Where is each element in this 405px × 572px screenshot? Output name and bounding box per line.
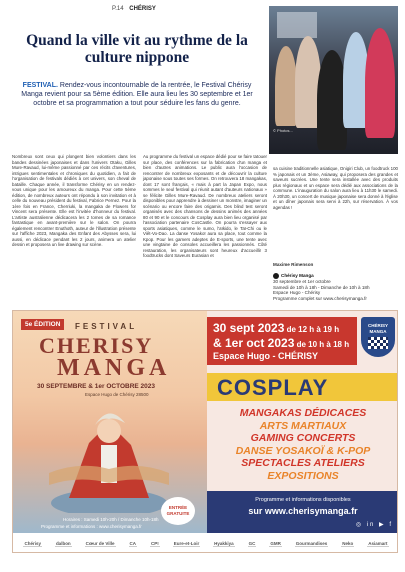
author-signature: Maxime Rimenson	[273, 262, 314, 267]
poster-title-line-2: MANGA	[57, 355, 171, 381]
sponsor-logo: CP!	[150, 540, 159, 546]
info-line: Espace Hugo - Chérisy	[273, 290, 321, 296]
sponsor-logo: CA	[129, 540, 137, 546]
page-number: P.14	[112, 6, 124, 12]
cosplay-banner	[207, 373, 398, 401]
festival-logo	[361, 317, 395, 357]
poster-info-panel	[207, 311, 398, 533]
date-line-2: & 1er oct 2023	[213, 336, 295, 350]
free-entry-badge: ENTRÉE GRATUITE	[161, 497, 195, 525]
activities-list	[207, 407, 398, 482]
sponsor-logo: GC	[248, 540, 256, 546]
activity-line: EXPOSITIONS	[267, 469, 339, 482]
article-lede	[14, 81, 260, 108]
photo-figure	[275, 46, 297, 126]
sponsor-logo: Chérisy	[24, 540, 41, 546]
info-line: 30 septembre et 1er octobre	[273, 278, 331, 284]
section-name: CHÉRISY	[129, 6, 156, 12]
logo-line-2: MANGA	[369, 329, 387, 334]
poster-dates: 30 SEPTEMBRE & 1er OCTOBRE 2023	[37, 383, 156, 390]
sponsor-logo: GMR	[270, 540, 281, 546]
paragraph: sa cuisine traditionnelle asiatique, Onigiri Club, un foodtruck 100 % japonais et un 3ème, Asiaway, qui proposera des grandes et saveurs sucrées. Une tente sera installée avec des produits plus régionaux et un espace sera dédié aux associations de la commune. L'inauguration du salon aura lieu à 11h30 le samedi. À 20h30, un concert de musique japonaise sera donné à l'église et un dîner japonais sera servi à 22h, sur réservation. À vos agendas !	[273, 166, 398, 210]
location-pin-icon	[273, 273, 279, 279]
logo-line-1: CHÉRISY	[367, 323, 388, 328]
activity-line: SPECTACLES ATELIERS	[241, 457, 365, 469]
article-headline: Quand la ville vit au rythme de la culture nippone	[26, 32, 248, 66]
article-column-1	[12, 154, 136, 250]
info-line: Programme complet sur www.cherisymanga.fr	[273, 296, 367, 302]
program-url[interactable]: sur www.cherisymanga.fr	[248, 506, 358, 516]
program-banner	[207, 491, 398, 533]
sponsor-logo: Hyakkiya	[214, 540, 234, 546]
sponsor-logo: dalbon	[55, 540, 71, 546]
info-line: Samedi de 10h à 18h - Dimanche de 10h à 18h	[273, 284, 370, 290]
poster-program-line: Programme et informations : www.cherisymanga.fr	[41, 524, 142, 529]
poster-artwork	[13, 311, 207, 533]
activity-line: GAMING CONCERTS	[250, 432, 356, 444]
sponsor-logo: Neko	[342, 540, 354, 546]
activity-line: ARTS MARTIAUX	[259, 419, 347, 432]
date-line-1: 30 sept 2023	[213, 321, 285, 335]
cosplay-photo	[269, 6, 398, 154]
venue-line: Espace Hugo - CHÉRISY	[213, 351, 319, 361]
poster-place: Espace Hugo de Chérisy 28500	[85, 392, 149, 397]
sponsor-logo: Eure-et-Loir	[173, 540, 200, 546]
manga-hero-illustration	[49, 403, 169, 513]
checkered-shield-icon	[368, 337, 388, 349]
activity-line: MANGAKAS DÉDICACES	[239, 407, 367, 419]
sponsor-logo: Asiamart	[368, 540, 388, 546]
photo-sign	[277, 12, 317, 38]
date-band	[207, 317, 357, 365]
sponsor-logo: Gourmandises	[295, 540, 328, 546]
poster-festival-word: FESTIVAL	[75, 322, 138, 331]
cosplay-heading: COSPLAY	[217, 375, 329, 400]
date-line-1-hours: de 12 h à 19 h	[284, 325, 340, 334]
sponsor-logo: Cœur de Ville	[85, 540, 115, 546]
social-icons: ◎ in ▶ f	[355, 522, 393, 528]
program-line: Programme et informations disponibles	[255, 497, 351, 503]
article-column-2	[143, 154, 267, 261]
paragraph: Nombreux sont ceux qui plongent bien volontiers dans les bandes dessinées japonaises et dans l'univers Otaku, Gilles Mure-Ravaud, lui-même passionné par ces récits d'aventures, intrigues sentimentales et chroniques du quotidien, a fait de l'organisation de festivals dédiés à cet univers, son cheval de bataille. Chaque année, il transforme Chérisy en un rendez-vous unique pour les amoureux du manga. Pour cette 5ème édition, de nombreux auteurs ont répondu à son invitation et à celle du nouveau président du festival, Fabrice Pernez. Pour la 1ère fois en France, Cherriuki, la mangaka de Flowers for Vincent sera présente. Elle est l'invitée d'honneur du festival. L'artiste australienne dédicacera les 2 tomes de sa romance fantastique en avant-première sur le salon. On pourra également rencontrer Enuthoth, auteur de l'illustration présente sur l'affiche 2023, Mangaka des Enfant des Abysses sera, lui aussi, en dédicace pendant les 2 jours, animera un atelier dessin et proposera un live drawing sur scène.	[12, 154, 136, 247]
lede-highlight: FESTIVAL.	[22, 82, 58, 89]
page-header	[112, 6, 156, 12]
poster-hours: Horaires : Samedi 10h-20h / Dimanche 10h-18h	[63, 517, 159, 522]
sponsor-logos	[13, 533, 398, 553]
photo-credit: © Photos...	[273, 128, 293, 133]
paragraph: Au programme du festival un espace dédié pour se faire tatouer sur place, des conférences sur la fabrication d'un manga et bien d'autres animations. Le public aura l'occasion de rencontrer de nombreux exposants et de découvrir la culture japonaise sous toutes ses formes. On retrouvera 18 mangakas, dont 17 sont français, « mais à part la Japan Expo, nous sommes le seul festival qui réunit autant d'auteurs nationaux » se félicite Gilles Mure-Ravaud. De nombreux ateliers seront disponibles pour apprendre à dessiner un monstre, imaginer un scénario ou encore faire des origamis. Des blind test seront organisés avec des chansons de dessins animés des années 80 et 90 et le concours de Cosplay aura bien lieu organisé par l'association partenaire CosCastle. On pourra s'essayer aux sports asiatiques, comme le sumo, l'aïkido, le Taï-Chi ou le Viêt-Vo-Dao. La danse Yosakoï aura sa place, tout comme la Kpop. Pour les gamers adeptes de E-sports, une tente avec une vingtaine de consoles accueillera les passionnés. Côté restauration, les organisateurs sont heureux d'accueillir 3 foodtrucks dont Saveurs Eurasian et	[143, 154, 267, 258]
info-title: Chérisy Manga	[281, 273, 314, 279]
activity-line: DANSE YOSAKOÏ & K-POP	[235, 444, 371, 457]
festival-advertisement	[12, 310, 398, 553]
article-column-3	[273, 166, 398, 212]
edition-badge: 5e ÉDITION	[21, 319, 64, 330]
lede-text: Rendez-vous incontournable de la rentrée, le Festival Chérisy Manga revient pour sa 5ème édition. Elle aura lieu les 30 septembre et 1er octobre et sa programmation a tout pour séduire les fans du genre.	[21, 82, 253, 107]
info-box	[273, 262, 398, 302]
poster-title-line-1: CHERISY	[39, 333, 154, 358]
photo-figure	[365, 28, 395, 138]
date-line-2-hours: de 10 h à 18 h	[294, 340, 350, 349]
